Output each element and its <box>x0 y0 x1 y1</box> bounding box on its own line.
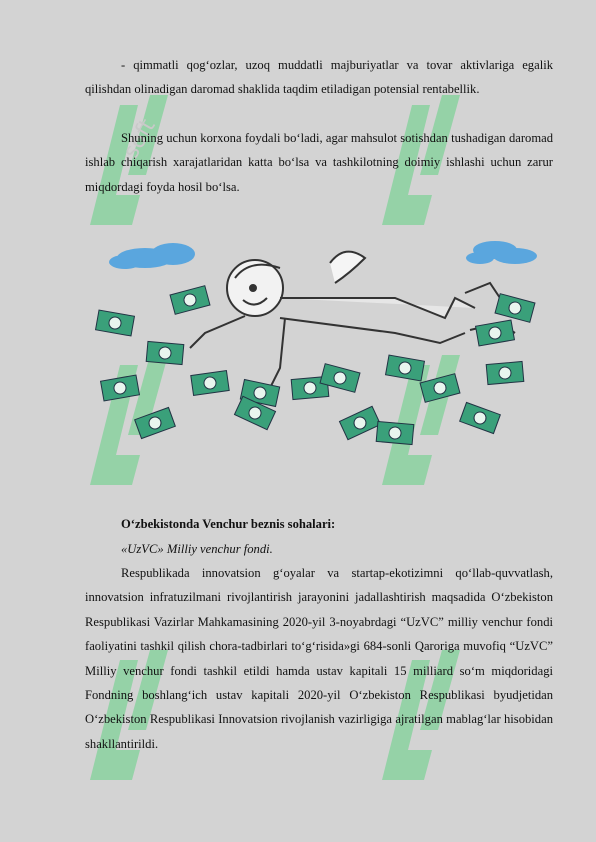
banknote-icon <box>486 361 524 384</box>
paragraph-foyda: Shuning uchun korxona foydali bo‘ladi, agar mahsulot sotishdan tushadigan daromad ishlab chiqarish xarajatlaridan katta bo‘lsa va tashkilotning doimiy ishlashi uchun zarur miqdordagi foyda hosil bo‘lsa. <box>85 131 553 194</box>
banknote-icon <box>101 375 140 401</box>
svg-text:soft: soft <box>118 115 161 163</box>
banknotes-group <box>96 286 535 445</box>
flying-businessman-illustration <box>95 238 555 470</box>
cloud-icon <box>466 241 537 264</box>
banknote-icon <box>191 371 229 396</box>
banknote-icon <box>386 355 425 381</box>
banknote-icon <box>170 286 210 315</box>
banknote-icon <box>339 406 380 439</box>
banknote-icon <box>135 407 176 438</box>
businessman-figure <box>190 252 515 388</box>
banknote-icon <box>460 402 501 433</box>
banknote-icon <box>96 310 135 336</box>
banknote-icon <box>420 374 460 403</box>
section-heading: O‘zbekistonda Venchur beznis sohalari: <box>121 517 336 531</box>
banknote-icon <box>376 421 414 444</box>
section-subheading: «UzVC» Milliy venchur fondi. <box>121 542 273 556</box>
banknote-icon <box>476 320 515 346</box>
banknote-icon <box>146 341 184 364</box>
cloud-icon <box>109 243 195 269</box>
banknote-icon <box>495 294 535 323</box>
paragraph-uzvc: Respublikada innovatsion g‘oyalar va startap-ekotizimni qo‘llab-quvvatlash, innovatsion infratuzilmani rivojlantirish jarayonini jadallashtirish maqsadida O‘zbekiston Respublikasi Vazirlar Mahkamasining 2020-yil 3-noyabrdagi “UzVC” milliy venchur fondi faoliyatini tashkil qilish chora-tadbirlari to‘g‘risida»gi 684-sonli Qaroriga muvofiq “UzVC” Milliy venchur fondi tashkil etildi hamda ustav kapitali 15 milliard so‘m miqdoridagi Fondning boshlang‘ich ustav kapitali 2020-yil O‘zbekiston Respublikasi byudjetidan O‘zbekiston Respublikasi Innovatsion rivojlanish vazirligiga ajratilgan mablag‘lar hisobidan shakllantirildi. <box>85 566 553 751</box>
paragraph-rentabellik: - qimmatli qog‘ozlar, uzoq muddatli majburiyatlar va tovar aktivlariga egalik qilishdan olinadigan daromad shaklida taqdim etiladigan potensial rentabellik. <box>85 58 553 97</box>
